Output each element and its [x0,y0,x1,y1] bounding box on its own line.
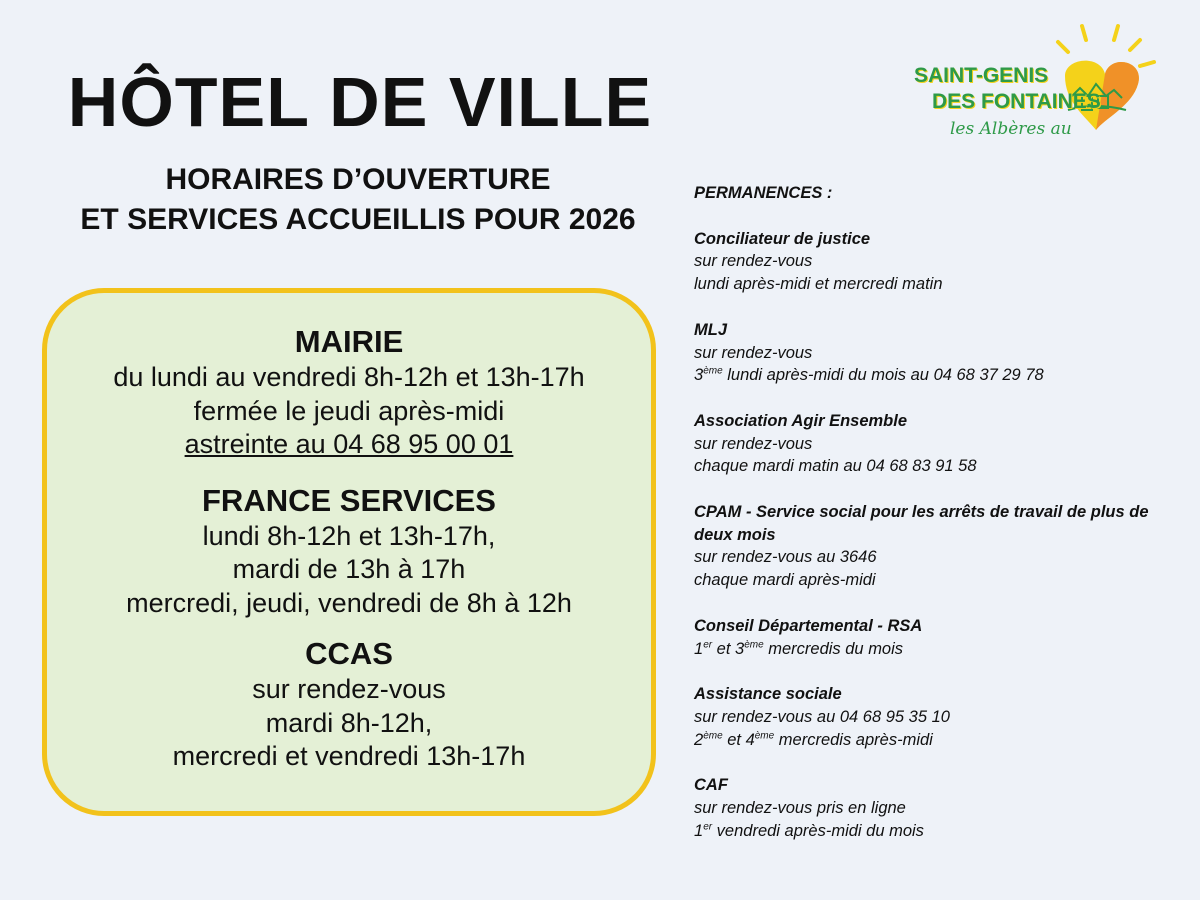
permanence-name: CAF [694,776,728,795]
permanence-detail: sur rendez-vous [694,252,813,271]
permanence-conciliateur [694,228,1174,296]
page-subtitle [58,160,658,240]
permanence-detail: 3ème lundi après-midi du mois au 04 68 37 29 78 [694,365,1044,385]
france-services-line: lundi 8h-12h et 13h-17h, [202,520,496,551]
permanence-detail: 1er et 3ème mercredis du mois [694,639,904,658]
france-services-line: mardi de 13h à 17h [232,554,466,584]
logo-tagline: les Albères au [950,119,1072,139]
permanence-detail: lundi après-midi et mercredi matin [694,275,943,294]
permanence-cpam [694,501,1174,592]
permanence-caf [694,774,1174,842]
ccas-line: mardi 8h-12h, [265,707,433,738]
permanence-detail: chaque mardi matin au 04 68 83 91 58 [694,457,977,476]
ccas-line: mercredi et vendredi 13h-17h [172,741,526,771]
permanence-name: MLJ [694,320,727,339]
permanence-detail: sur rendez-vous [694,343,813,362]
permanence-name: Association Agir Ensemble [694,411,908,430]
permanence-detail: chaque mardi après-midi [694,571,876,590]
subtitle-line-2: ET SERVICES ACCUEILLIS POUR 2026 [80,203,636,236]
town-logo [900,18,1170,153]
logo-text-line2: DES FONTAINES [932,90,1101,113]
ccas-line: sur rendez-vous [252,674,446,704]
permanence-detail: sur rendez-vous au 04 68 95 35 10 [694,707,950,726]
permanence-name: CPAM - Service social pour les arrêts de travail de plus de deux mois [694,503,1149,544]
ccas-title: CCAS [305,636,393,671]
permanence-name: Assistance sociale [694,685,842,704]
permanence-detail: sur rendez-vous [694,434,813,453]
opening-hours-card [42,288,656,816]
mairie-on-call-phone[interactable]: astreinte au 04 68 95 00 01 [184,429,514,459]
mairie-closed: fermée le jeudi après-midi [193,395,505,426]
permanence-conseil-departemental [694,615,1174,660]
permanence-detail: sur rendez-vous pris en ligne [694,799,906,818]
page-title: HÔTEL DE VILLE [67,63,653,141]
france-services-title: FRANCE SERVICES [202,482,496,518]
permanences-list [694,182,1174,842]
mairie-hours: du lundi au vendredi 8h-12h et 13h-17h [113,362,585,392]
permanence-name: Conseil Départemental - RSA [694,616,923,635]
subtitle-line-1: HORAIRES D’OUVERTURE [165,163,551,196]
permanence-detail: sur rendez-vous au 3646 [694,548,877,567]
logo-text-line1: SAINT-GENIS [914,64,1049,87]
mairie-title: MAIRIE [294,324,404,359]
permanences-heading: PERMANENCES : [694,184,833,202]
france-services-line: mercredi, jeudi, vendredi de 8h à 12h [126,587,572,618]
permanence-detail: 1er vendredi après-midi du mois [694,821,924,840]
permanence-assistance-sociale [694,683,1174,751]
permanence-mlj [694,319,1174,387]
permanence-name: Conciliateur de justice [694,229,871,248]
permanence-agir-ensemble [694,410,1174,478]
permanence-detail: 2ème et 4ème mercredis après-midi [694,730,933,749]
